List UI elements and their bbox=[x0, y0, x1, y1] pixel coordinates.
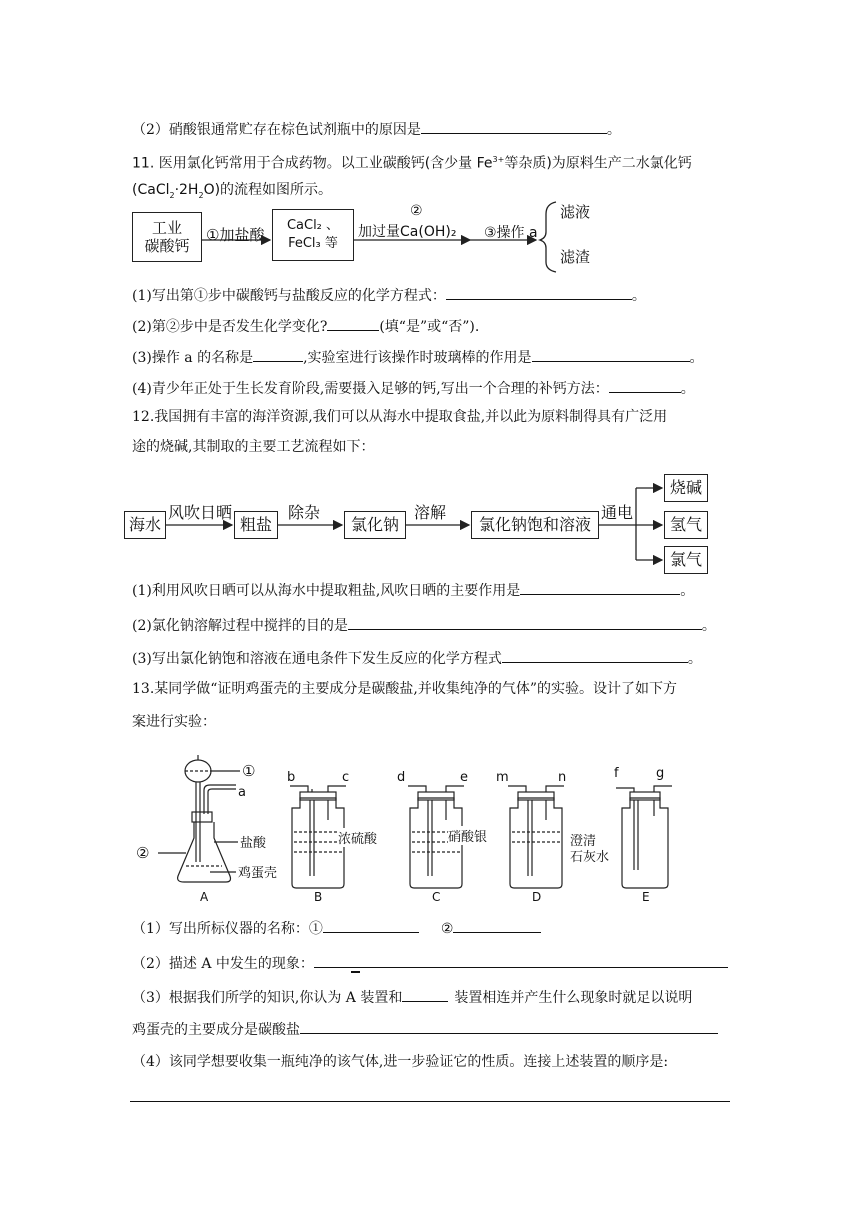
q11-part2: (2)第②步中是否发生化学变化? (填“是”或“否”). bbox=[132, 315, 479, 337]
label-device-D: D bbox=[532, 890, 542, 904]
q12-part2: (2)氯化钠溶解过程中搅拌的目的是 。 bbox=[132, 614, 716, 636]
answer-blank[interactable] bbox=[453, 917, 541, 933]
q13-stem-line2: 案进行实验： bbox=[132, 714, 216, 730]
flow-label-electrolysis: 通电 bbox=[601, 503, 634, 522]
label-hydrochloric-acid: 盐酸 bbox=[240, 836, 267, 851]
flow-arrow2-label: 加过量Ca(OH)₂ bbox=[358, 224, 457, 240]
flow-box-saturated-solution: 氯化钠饱和溶液 bbox=[471, 511, 599, 539]
q13-part3-line2: 鸡蛋壳的主要成分是碳酸盐 bbox=[132, 1018, 718, 1040]
flow-box-cacl2-fecl3: CaCl₂ 、 FeCl₃ 等 bbox=[272, 209, 354, 261]
flow-label-dissolve: 溶解 bbox=[414, 503, 447, 522]
label-limewater-2: 石灰水 bbox=[570, 850, 610, 865]
flow-arrow1-label: ①加盐酸 bbox=[206, 226, 265, 244]
label-silver-nitrate: 硝酸银 bbox=[448, 826, 487, 845]
label-num1: ① bbox=[242, 762, 256, 780]
label-b: b bbox=[287, 770, 296, 785]
label-c: c bbox=[342, 770, 350, 785]
flow-arrow2-number: ② bbox=[410, 203, 423, 219]
q13-part4: （4）该同学想要收集一瓶纯净的该气体,进一步验证它的性质。连接上述装置的顺序是: bbox=[132, 1054, 669, 1070]
label-d: d bbox=[397, 770, 406, 785]
q11-stem-line2: $(CaCl_2\cdot 2H_2O)$的流程如图所示。 bbox=[132, 182, 333, 200]
q11-part1: (1)写出第①步中碳酸钙与盐酸反应的化学方程式： 。 bbox=[132, 284, 646, 306]
label-m: m bbox=[496, 770, 509, 785]
answer-blank[interactable] bbox=[402, 986, 448, 1002]
label-limewater-1: 澄清 bbox=[570, 834, 597, 849]
label-f: f bbox=[614, 766, 619, 781]
label-g: g bbox=[656, 766, 665, 781]
q12-part3: (3)写出氯化钠饱和溶液在通电条件下发生反应的化学方程式 。 bbox=[132, 647, 702, 669]
answer-blank[interactable] bbox=[323, 917, 419, 933]
answer-blank[interactable] bbox=[314, 952, 728, 968]
q12-part1: (1)利用风吹日晒可以从海水中提取粗盐,风吹日晒的主要作用是 。 bbox=[132, 579, 694, 601]
label-conc-sulfuric-acid: 浓硫酸 bbox=[338, 828, 377, 847]
label-a: a bbox=[238, 785, 246, 800]
flow-box-chlorine: 氯气 bbox=[664, 546, 708, 574]
flow-label-sun-wind: 风吹日晒 bbox=[168, 503, 233, 522]
q12-stem-line2: 途的烧碱,其制取的主要工艺流程如下： bbox=[132, 439, 375, 455]
label-device-A: A bbox=[200, 890, 209, 904]
q13-part3-line1: （3）根据我们所学的知识,你认为 A 装置和 装置相连并产生什么现象时就足以说明 bbox=[132, 986, 692, 1008]
label-n: n bbox=[558, 770, 567, 785]
q13-stem-line1: 13.某同学做“证明鸡蛋壳的主要成分是碳酸盐,并收集纯净的气体”的实验。设计了如下方 bbox=[132, 681, 678, 697]
q12-stem-line1: 12.我国拥有丰富的海洋资源,我们可以从海水中提取食盐,并以此为原料制得具有广泛用 bbox=[132, 409, 668, 425]
stray-mark bbox=[351, 971, 360, 973]
q13-part2: （2）描述 A 中发生的现象： bbox=[132, 952, 728, 974]
flow-box-seawater: 海水 bbox=[124, 511, 166, 539]
q11-part3: (3)操作 a 的名称是 ,实验室进行该操作时玻璃棒的作用是 。 bbox=[132, 346, 704, 368]
flow-label-purify: 除杂 bbox=[288, 503, 321, 522]
q11-stem-line1: 11. 医用氯化钙常用于合成药物。以工业碳酸钙(含少量 $Fe^{3+}$等杂质)为原料生产二水氯化钙 bbox=[132, 155, 692, 172]
answer-blank[interactable] bbox=[300, 1018, 718, 1034]
label-device-B: B bbox=[314, 890, 323, 904]
label-num2: ② bbox=[136, 844, 150, 862]
flow-box-nacl: 氯化钠 bbox=[344, 511, 406, 539]
label-e: e bbox=[460, 770, 468, 785]
flow-box-industrial-caco3: 工业 碳酸钙 bbox=[132, 212, 202, 262]
q11-part4: (4)青少年正处于生长发育阶段,需要摄入足够的钙,写出一个合理的补钙方法： 。 bbox=[132, 377, 695, 399]
flow-box-crude-salt: 粗盐 bbox=[234, 511, 278, 539]
label-device-E: E bbox=[642, 890, 650, 904]
label-eggshell: 鸡蛋壳 bbox=[238, 866, 278, 881]
label-device-C: C bbox=[432, 890, 441, 904]
flow-box-caustic-soda: 烧碱 bbox=[664, 474, 708, 502]
flow-output-residue: 滤渣 bbox=[560, 248, 591, 266]
answer-line[interactable] bbox=[130, 1101, 730, 1102]
flow-arrow3-label: ③操作 a bbox=[484, 225, 538, 241]
q13-part1: （1）写出所标仪器的名称：① ② bbox=[132, 917, 541, 939]
q10-part2: （2）硝酸银通常贮存在棕色试剂瓶中的原因是 。 bbox=[132, 118, 621, 140]
flow-box-hydrogen: 氢气 bbox=[664, 511, 708, 539]
flow-output-filtrate: 滤液 bbox=[560, 203, 591, 221]
